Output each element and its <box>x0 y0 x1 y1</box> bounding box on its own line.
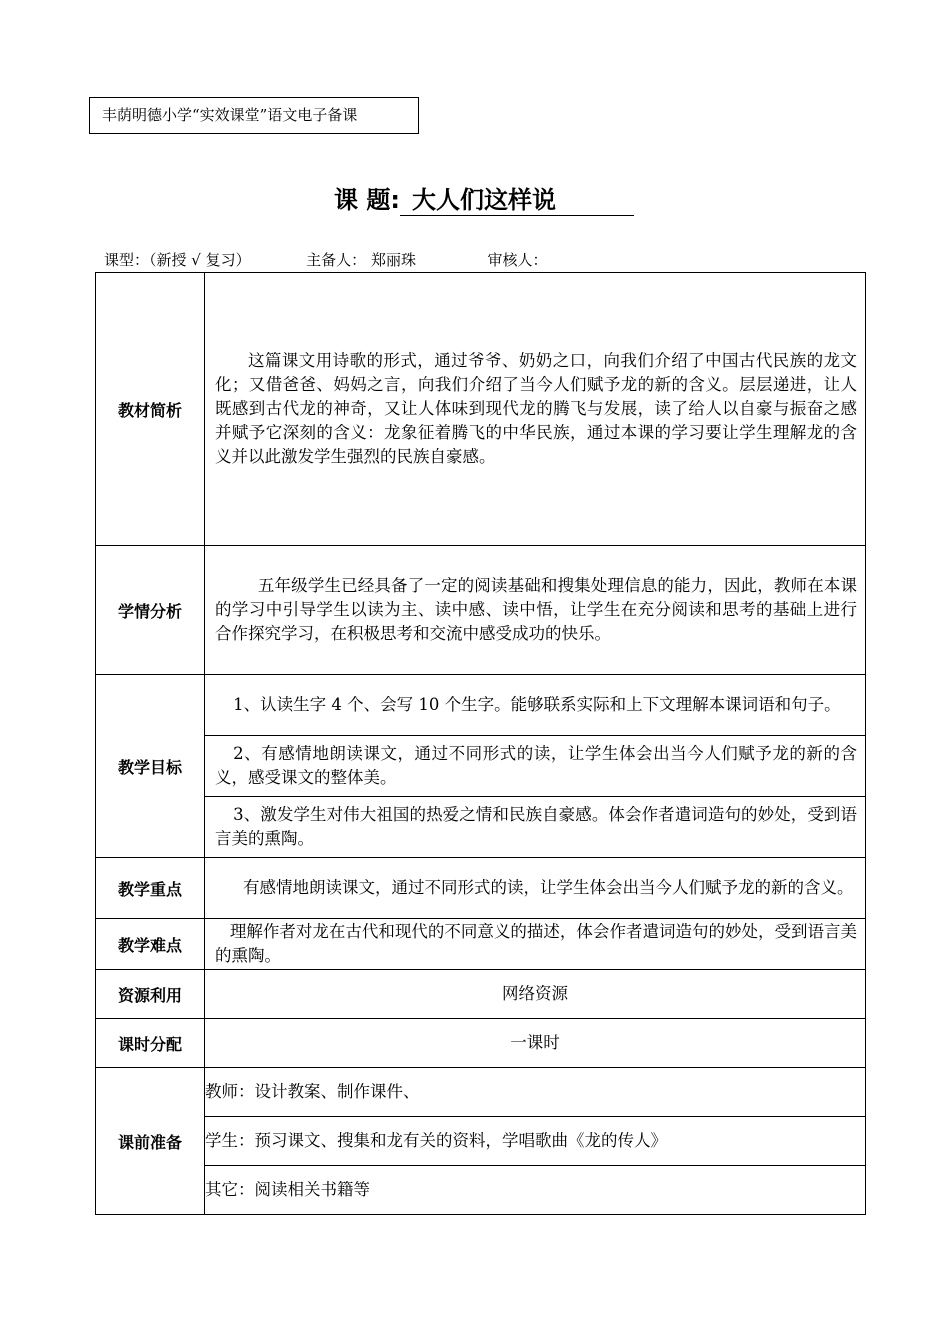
title-subject: 大人们这样说 <box>400 185 634 216</box>
row-label-students: 学情分析 <box>96 546 205 675</box>
material-analysis-text: 这篇课文用诗歌的形式，通过爷爷、奶奶之口，向我们介绍了中国古代民族的龙文化；又借爸爸、妈妈之言，向我们介绍了当今人们赋予龙的新的含义。层层递进，让人既感到古代龙的神奇，又让人体味到现代龙的腾飞与发展，读了给人以自豪与振奋之感并赋予它深刻的含义：龙象征着腾飞的中华民族，通过本课的学习要让学生理解龙的含义并以此激发学生强烈的民族自豪感。 <box>215 351 857 466</box>
preparation-item: 学生：预习课文、搜集和龙有关的资料，学唱歌曲《龙的传人》 <box>205 1117 866 1166</box>
table-row <box>96 736 866 797</box>
difficulties-text: 理解作者对龙在古代和现代的不同意义的描述，体会作者遣词造句的妙处，受到语言美的熏陶。 <box>215 922 857 965</box>
goal-item: 3、激发学生对伟大祖国的热爱之情和民族自豪感。体会作者遣词造句的妙处，受到语言美的熏陶。 <box>215 805 857 848</box>
school-header-box <box>89 97 419 134</box>
preparation-item: 教师：设计教案、制作课件、 <box>205 1068 866 1117</box>
lesson-type: 课型：（新授 √ 复习） <box>104 251 251 269</box>
row-label-hours: 课时分配 <box>96 1019 205 1068</box>
row-label-resources: 资源利用 <box>96 970 205 1019</box>
row-label-material: 教材简析 <box>96 273 205 546</box>
table-row <box>96 273 866 546</box>
table-row <box>96 919 866 970</box>
table-row <box>96 1166 866 1215</box>
table-row <box>96 797 866 858</box>
title-prefix: 课 题: <box>334 186 400 214</box>
reviewer-label: 审核人： <box>487 251 548 269</box>
table-row <box>96 1117 866 1166</box>
row-label-preparation: 课前准备 <box>96 1068 205 1215</box>
preparer-name: 郑丽珠 <box>370 251 416 269</box>
table-row <box>96 1068 866 1117</box>
key-points-text: 有感情地朗读课文，通过不同形式的读，让学生体会出当今人们赋予龙的新的含义。 <box>243 878 854 897</box>
goal-item: 2、有感情地朗读课文，通过不同形式的读，让学生体会出当今人们赋予龙的新的含义，感受课文的整体美。 <box>215 744 857 787</box>
lesson-meta <box>104 249 864 271</box>
page-title <box>334 182 654 222</box>
preparation-item: 其它：阅读相关书籍等 <box>205 1166 866 1215</box>
student-analysis-text: 五年级学生已经具备了一定的阅读基础和搜集处理信息的能力，因此，教师在本课的学习中引导学生以读为主、读中感、读中悟，让学生在充分阅读和思考的基础上进行合作探究学习，在积极思考和交流中感受成功的快乐。 <box>215 576 857 643</box>
row-label-difficulties: 教学难点 <box>96 919 205 970</box>
lesson-plan-table <box>95 272 866 1215</box>
table-row <box>96 1019 866 1068</box>
row-label-key-points: 教学重点 <box>96 858 205 919</box>
hours-text: 一课时 <box>205 1019 866 1068</box>
resources-text: 网络资源 <box>205 970 866 1019</box>
school-header-text: 丰荫明德小学“实效课堂”语文电子备课 <box>102 106 358 124</box>
table-row <box>96 546 866 675</box>
table-row <box>96 675 866 736</box>
table-row <box>96 858 866 919</box>
table-row <box>96 970 866 1019</box>
preparer-label: 主备人： <box>306 251 367 269</box>
row-label-goals: 教学目标 <box>96 675 205 858</box>
goal-item: 1、认读生字 4 个、会写 10 个生字。能够联系实际和上下文理解本课词语和句子。 <box>233 695 841 714</box>
